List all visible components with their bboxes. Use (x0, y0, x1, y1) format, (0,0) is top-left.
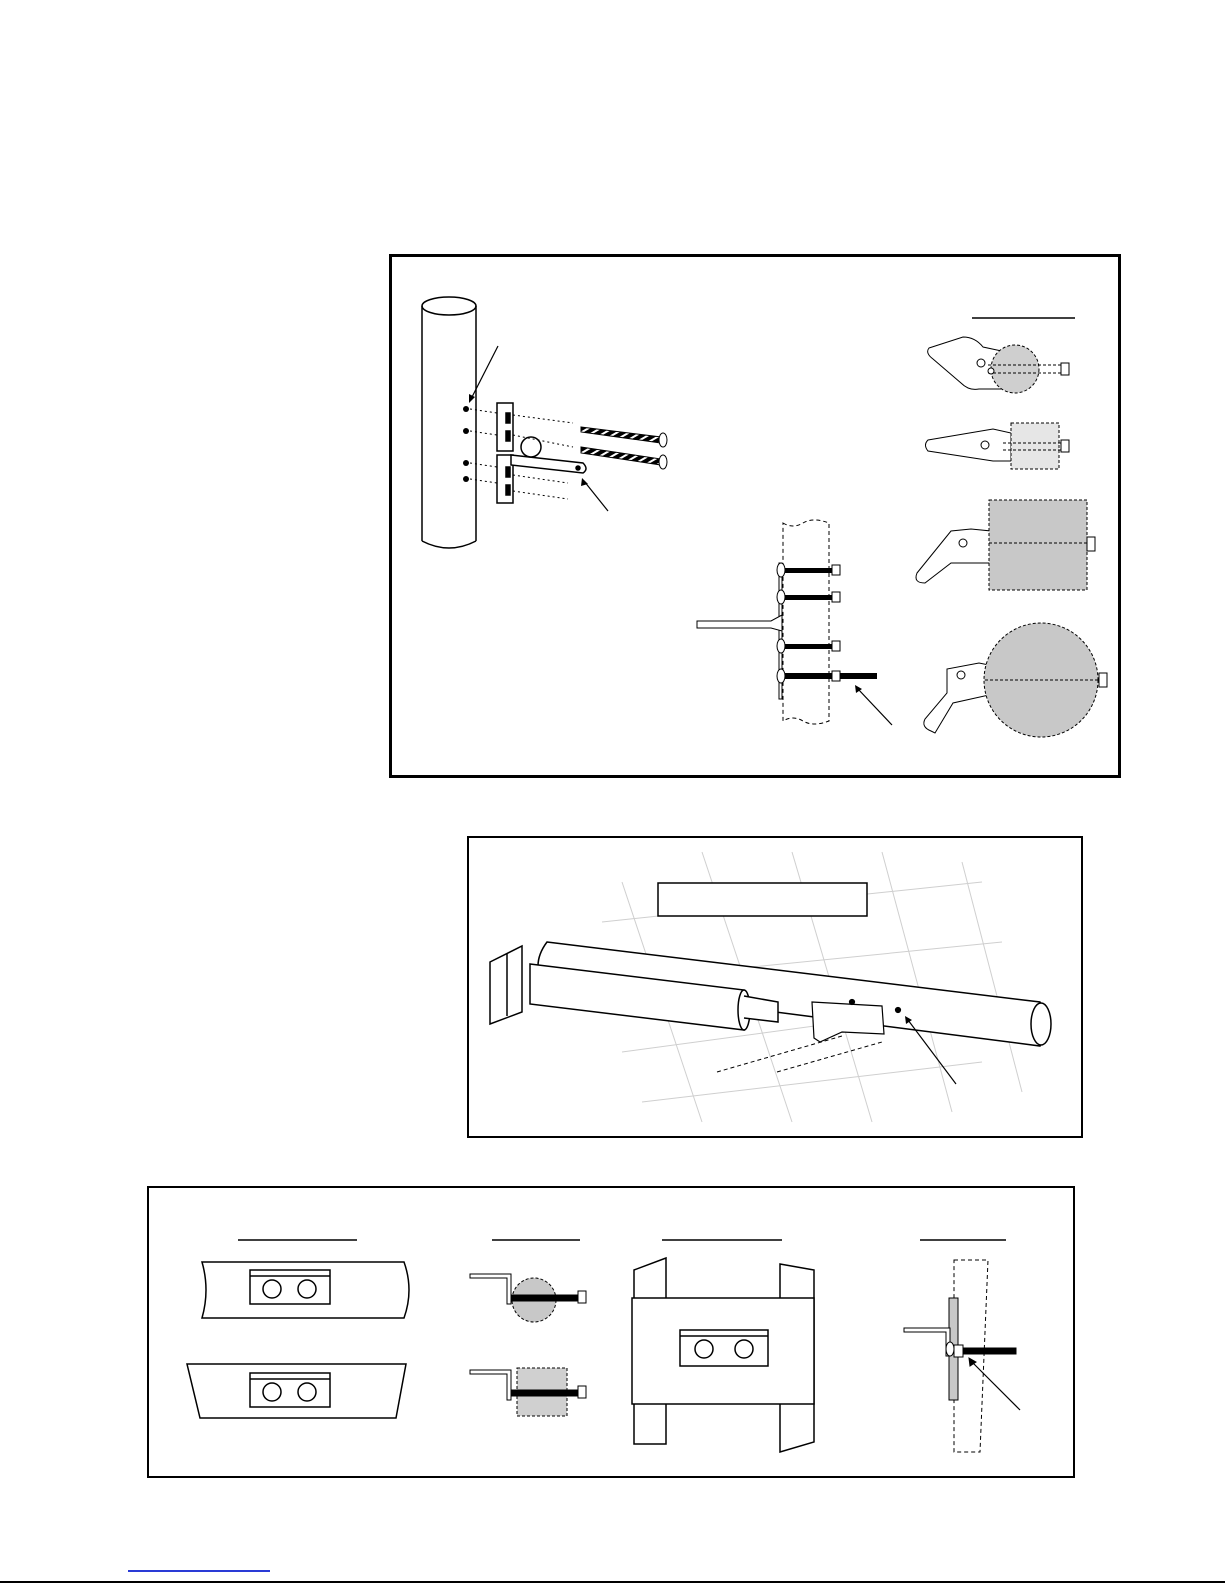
wall-extension-panel (467, 836, 1083, 1138)
extension-tube (530, 942, 1051, 1046)
square-pole-option (926, 423, 1070, 469)
footer-link-underline (128, 1570, 270, 1572)
beam-mount-bottom (187, 1364, 406, 1418)
label-box (658, 883, 867, 916)
through-bolt-side-view (697, 520, 892, 725)
wall-through-bolt (904, 1260, 1020, 1452)
pole-bracket (497, 403, 586, 503)
alignment-lines (470, 409, 573, 499)
pole-mount-assembly-panel (389, 254, 1121, 778)
wall-plate (490, 946, 522, 1024)
projection-lines (717, 1036, 882, 1072)
wall-extension-drawing (469, 838, 1081, 1136)
large-square-pole-option (916, 500, 1095, 590)
strap-mount (632, 1258, 814, 1452)
bracket-pointer (584, 481, 608, 511)
pole-mount-drawing (392, 257, 1118, 775)
mounting-options-panel (147, 1186, 1075, 1478)
mounting-options-drawing (149, 1188, 1073, 1476)
round-pole-bracket (470, 1274, 586, 1322)
pole (422, 297, 476, 548)
large-round-pole-option (924, 623, 1107, 737)
round-pole-option (928, 337, 1069, 393)
pointer-arrow (471, 346, 498, 399)
footer-rule (0, 1581, 1225, 1583)
square-pole-bracket (470, 1368, 586, 1416)
beam-mount-top (202, 1262, 409, 1318)
lag-bolts (581, 427, 667, 469)
drill-holes (463, 406, 469, 482)
